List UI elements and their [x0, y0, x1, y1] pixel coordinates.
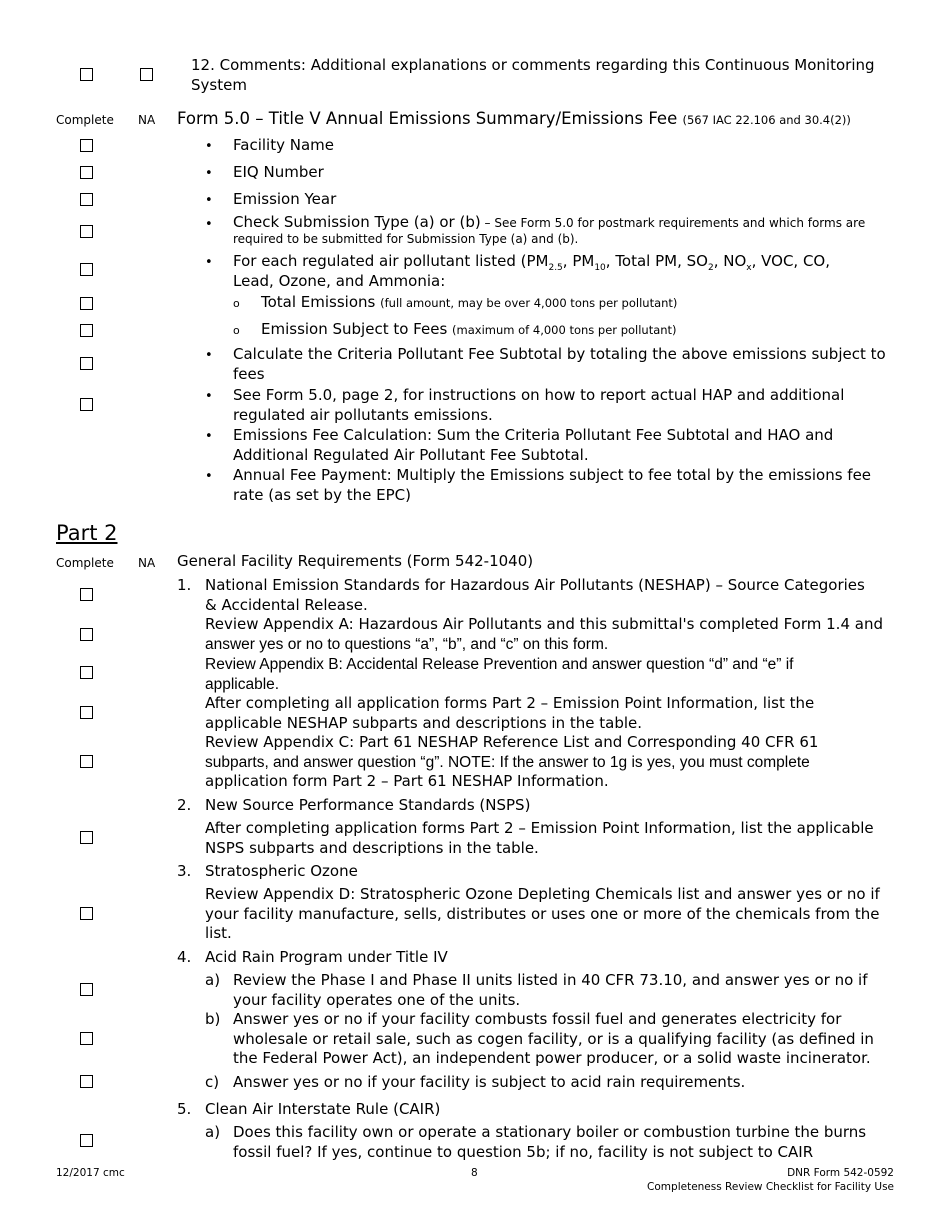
part2-n4a-text: Review the Phase I and Phase II units listed in 40 CFR 73.10, and answer yes or no if your facility operates one of the units. — [233, 971, 868, 1009]
part2-acid-rain-b-checkbox[interactable] — [80, 1032, 93, 1045]
bullet-icon: • — [205, 469, 213, 484]
form5-total-emissions: Total Emissions (full amount, may be over 4,000 tons per pollutant) — [261, 293, 678, 311]
circle-bullet-icon: o — [233, 297, 240, 310]
form5-facility-name-checkbox[interactable] — [80, 139, 93, 152]
part2-acid-rain-a-checkbox[interactable] — [80, 983, 93, 996]
item12-text: 12. Comments: Additional explanations or comments regarding this Continuous Monitoring System — [191, 56, 875, 94]
form5-col-na: NA — [138, 113, 156, 127]
part2-acid-rain-c-checkbox[interactable] — [80, 1075, 93, 1088]
part2-col-na: NA — [138, 556, 156, 570]
part2-n3-title: Stratospheric Ozone — [205, 862, 358, 880]
item12-na-checkbox[interactable] — [140, 68, 153, 81]
part2-neshap-checkbox[interactable] — [80, 588, 93, 601]
part2-n1-neshap-table: After completing all application forms Part 2 – Emission Point Information, list the applicable NESHAP subparts and descriptions in the table. — [205, 694, 815, 732]
item12-complete-checkbox[interactable] — [80, 68, 93, 81]
form5-emission-year: Emission Year — [233, 190, 337, 208]
form5-pollutant-checkbox[interactable] — [80, 263, 93, 276]
bullet-icon: • — [205, 348, 213, 363]
form5-facility-name: Facility Name — [233, 136, 334, 154]
form5-col-complete: Complete — [56, 113, 114, 127]
footer-form-info: DNR Form 542-0592 Completeness Review Checklist for Facility Use — [647, 1167, 894, 1193]
form5-annual-fee: Annual Fee Payment: Multiply the Emissions subject to fee total by the emissions fee rate (as set by the EPC) — [233, 466, 872, 504]
form5-title-ref: (567 IAC 22.106 and 30.4(2)) — [682, 113, 851, 127]
part2-n2-title: New Source Performance Standards (NSPS) — [205, 796, 531, 814]
part2-n5a-label: a) — [205, 1123, 221, 1141]
part2-n4c-label: c) — [205, 1073, 220, 1091]
part2-n4-num: 4. — [177, 948, 192, 966]
form5-calc-subtotal: Calculate the Criteria Pollutant Fee Subtotal by totaling the above emissions subject to fees — [233, 345, 886, 383]
bullet-icon: • — [205, 389, 213, 404]
part2-n3-num: 3. — [177, 862, 192, 880]
form5-eiq-number-checkbox[interactable] — [80, 166, 93, 179]
footer-date: 12/2017 cmc — [56, 1167, 125, 1179]
part2-n4-title: Acid Rain Program under Title IV — [205, 948, 448, 966]
part2-appendix-c-checkbox[interactable] — [80, 755, 93, 768]
part2-n4a-label: a) — [205, 971, 221, 989]
part2-ozone-checkbox[interactable] — [80, 907, 93, 920]
part2-n1-num: 1. — [177, 576, 192, 594]
part2-n5-title: Clean Air Interstate Rule (CAIR) — [205, 1100, 441, 1118]
part2-n3-text: Review Appendix D: Stratospheric Ozone Depleting Chemicals list and answer yes or no if your facility manufacture, sells, distributes or uses one or more of the chemicals from the list. — [205, 885, 880, 942]
part2-col-complete: Complete — [56, 556, 114, 570]
part2-title: General Facility Requirements (Form 542-1040) — [177, 552, 534, 570]
bullet-icon: • — [205, 255, 213, 270]
bullet-icon: • — [205, 193, 213, 208]
part2-neshap-table-checkbox[interactable] — [80, 706, 93, 719]
circle-bullet-icon: o — [233, 324, 240, 337]
part2-cair-checkbox[interactable] — [80, 1134, 93, 1147]
part2-n1-title: National Emission Standards for Hazardous Air Pollutants (NESHAP) – Source Categories & Accidental Release. — [205, 576, 865, 614]
part2-n2-text: After completing application forms Part 2 – Emission Point Information, list the applicable NSPS subparts and descriptions in the table. — [205, 819, 874, 857]
part2-appendix-b-checkbox[interactable] — [80, 666, 93, 679]
form5-check-type: Check Submission Type (a) or (b) – See Form 5.0 for postmark requirements and which forms are required to be submitted for Submission Type (a) and (b). — [233, 213, 866, 246]
bullet-icon: • — [205, 217, 213, 232]
form5-emission-fees: Emission Subject to Fees (maximum of 4,000 tons per pollutant) — [261, 320, 677, 338]
part2-n4b-label: b) — [205, 1010, 221, 1028]
form5-calc-subtotal-checkbox[interactable] — [80, 357, 93, 370]
part2-appendix-a-checkbox[interactable] — [80, 628, 93, 641]
bullet-icon: • — [205, 166, 213, 181]
form5-see-form-checkbox[interactable] — [80, 398, 93, 411]
part2-nsps-checkbox[interactable] — [80, 831, 93, 844]
part2-n1-appendix-c: Review Appendix C: Part 61 NESHAP Reference List and Corresponding 40 CFR 61 subparts, and answer question “g”. NOTE: If the answer to 1g is yes, you must complete application form Part 2 – Part 61 NESHAP Information. — [205, 733, 819, 790]
part2-n5-num: 5. — [177, 1100, 192, 1118]
form5-emission-fees-checkbox[interactable] — [80, 324, 93, 337]
form5-eiq-number: EIQ Number — [233, 163, 324, 181]
form5-total-emissions-checkbox[interactable] — [80, 297, 93, 310]
form5-title: Form 5.0 – Title V Annual Emissions Summary/Emissions Fee (567 IAC 22.106 and 30.4(2)) — [177, 109, 851, 128]
footer-page-number: 8 — [471, 1167, 478, 1179]
part2-n1-appendix-a: Review Appendix A: Hazardous Air Pollutants and this submittal's completed Form 1.4 and answer yes or no to questions “a”, “b”, and “c” on this form. — [205, 615, 883, 653]
form5-pollutant-list: For each regulated air pollutant listed ($PM_{2.5}$, $PM_{10}$, Total PM, $SO_2$, $NO_x$, VOC, CO, Lead, Ozone, and Ammonia: — [233, 252, 831, 290]
bullet-icon: • — [205, 429, 213, 444]
form5-check-type-checkbox[interactable] — [80, 225, 93, 238]
form5-emission-year-checkbox[interactable] — [80, 193, 93, 206]
part2-n1-appendix-b: Review Appendix B: Accidental Release Prevention and answer question “d” and “e” if applicable. — [205, 656, 794, 693]
part2-n4b-text: Answer yes or no if your facility combusts fossil fuel and generates electricity for wholesale or retail sale, such as cogen facility, or is a qualifying facility (as defined in the Federal Power Act), an independent power producer, or a solid waste incinerator. — [233, 1010, 874, 1067]
part2-heading: Part 2 — [56, 521, 118, 545]
part2-n4c-text: Answer yes or no if your facility is subject to acid rain requirements. — [233, 1073, 746, 1091]
form5-fee-calc: Emissions Fee Calculation: Sum the Criteria Pollutant Fee Subtotal and HAO and Additional Regulated Air Pollutant Fee Subtotal. — [233, 426, 834, 464]
part2-n5a-text: Does this facility own or operate a stationary boiler or combustion turbine the burns fossil fuel? If yes, continue to question 5b; if no, facility is not subject to CAIR — [233, 1123, 867, 1161]
part2-n2-num: 2. — [177, 796, 192, 814]
form5-see-form: See Form 5.0, page 2, for instructions on how to report actual HAP and additional regulated air pollutants emissions. — [233, 386, 845, 424]
bullet-icon: • — [205, 139, 213, 154]
